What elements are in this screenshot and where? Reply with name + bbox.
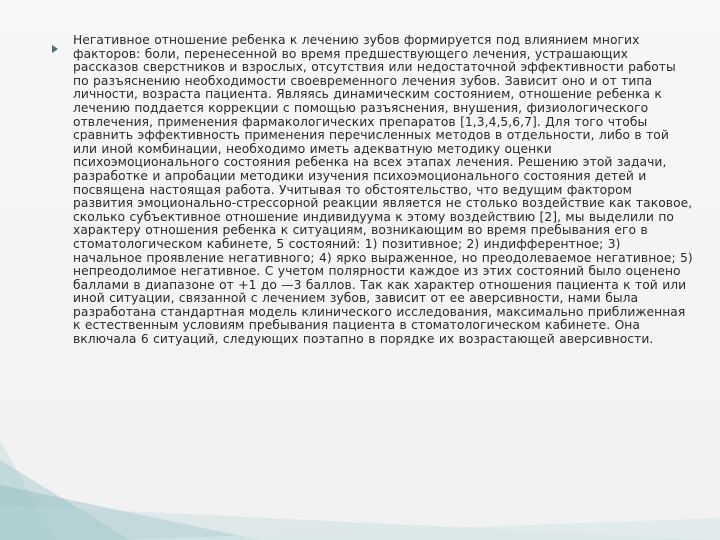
body-paragraph: Негативное отношение ребенка к лечению зубов формируется под влиянием многих факторов: боли, перенесенной во время предшествующего лечения, устрашающих рассказов сверстников и взрослых, отсутствия или недостаточной эффективности работы по разъяснению необходимости своевременного лечения зубов. Зависит оно и от типа личности, возраста пациента. Являясь динамическим состоянием, отношение ребенка к лечению поддается коррекции с помощью разъяснения, внушения, физиологического отвлечения, применения фармакологических препаратов [1,3,4,5,6,7]. Для того чтобы сравнить эффективность применения перечисленных методов в отдельности, либо в той или иной комбинации, необходимо иметь адекватную методику оценки психоэмоционального состояния ребенка на всех этапах лечения. Решению этой задачи, разработке и апробации методики изучения психоэмоционального состояния детей и посвящена настоящая работа. Учитывая то обстоятельство, что ведущим фактором развития эмоционально-стрессорной реакции является не столько воздействие как таковое, сколько субъективное отношение индивидуума к этому воздействию [2], мы выделили по характеру отношения ребенка к ситуациям, возникающим во время пребывания его в стоматологическом кабинете, 5 состояний: 1) позитивное; 2) индифферентное; 3) начальное проявление негативного; 4) ярко выраженное, но преодолеваемое негативное; 5) непреодолимое негативное. С учетом полярности каждое из этих состояний было оценено баллами в диапазоне от +1 до —3 баллов. Так как характер отношения пациента к той или иной ситуации, связанной с лечением зубов, зависит от ее аверсивности, нами была разработана стандартная модель клинического исследования, максимально приближенная к естественным условиям пребывания пациента в стоматологическом кабинете. Она включала 6 ситуаций, следующих поэтапно в порядке их возрастающей аверсивности. bbox=[73, 33, 693, 347]
corner-decoration bbox=[0, 440, 720, 540]
bullet-arrow-icon bbox=[52, 45, 58, 53]
